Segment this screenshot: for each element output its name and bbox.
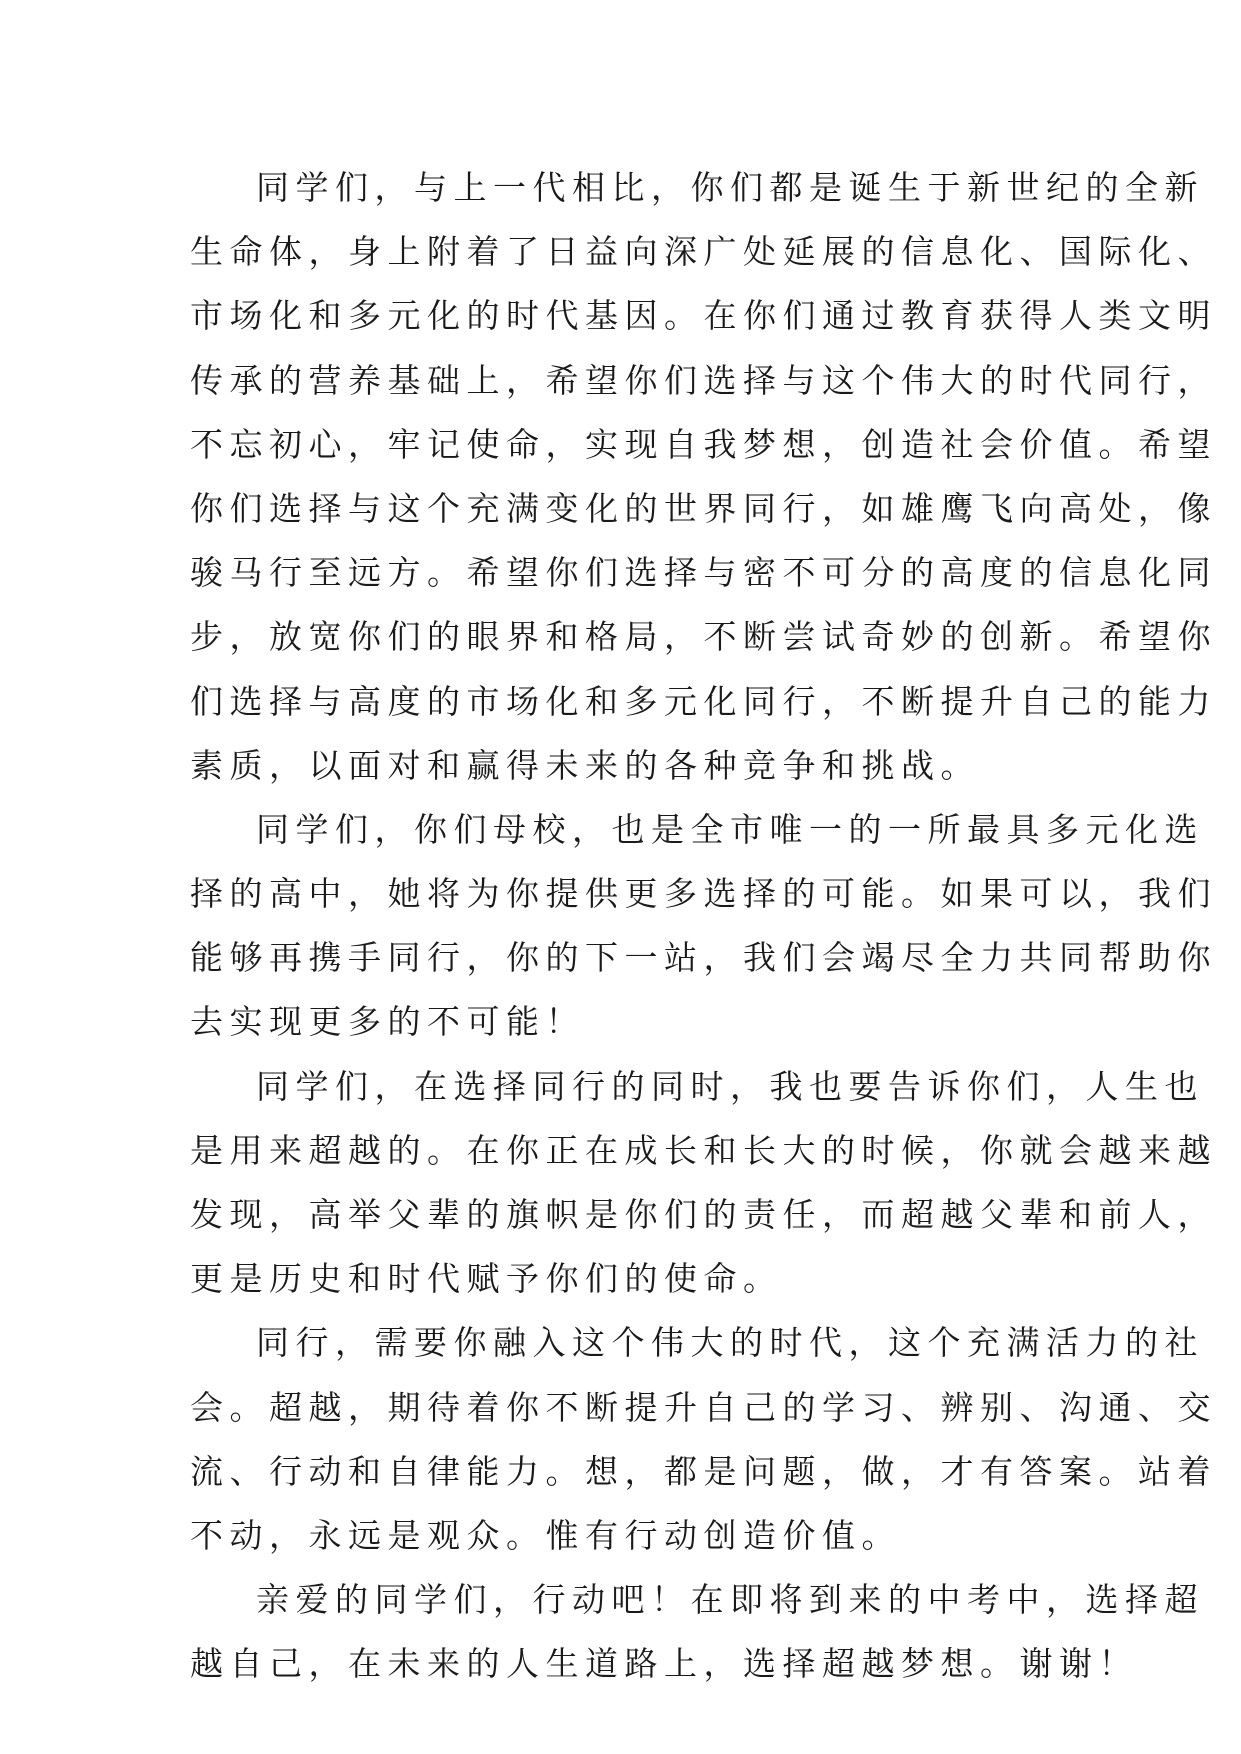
text-line: 同行，需要你融入这个伟大的时代，这个充满活力的社 [256,1323,1204,1363]
text-line: 能够再携手同行，你的下一站，我们会竭尽全力共同帮助你 [190,938,1217,978]
text-line: 择的高中，她将为你提供更多选择的可能。如果可以，我们 [190,874,1217,914]
text-line: 生命体，身上附着了日益向深广处延展的信息化、国际化、 [190,232,1217,272]
text-line: 发现，高举父辈的旗帜是你们的责任，而超越父辈和前人， [190,1195,1217,1234]
text-line: 不忘初心，牢记使命，实现自我梦想，创造社会价值。希望 [190,424,1217,464]
text-line: 去实现更多的不可能！ [190,1002,585,1042]
text-line: 不动，永远是观众。惟有行动创造价值。 [190,1515,901,1555]
text-line: 同学们，与上一代相比，你们都是诞生于新世纪的全新 [256,168,1204,207]
text-line: 你们选择与这个充满变化的世界同行，如雄鹰飞向高处，像 [190,488,1217,528]
text-line: 素质，以面对和赢得未来的各种竞争和挑战。 [190,745,980,785]
text-line: 更是历史和时代赋予你们的使命。 [190,1259,783,1299]
text-line: 越自己，在未来的人生道路上，选择超越梦想。谢谢！ [190,1644,1138,1684]
text-line: 骏马行至远方。希望你们选择与密不可分的高度的信息化同 [190,553,1217,593]
text-line: 同学们，你们母校，也是全市唯一的一所最具多元化选 [256,809,1204,849]
document-body [190,156,1217,1697]
text-line: 市场化和多元化的时代基因。在你们通过教育获得人类文明 [190,296,1217,336]
text-line: 传承的营养基础上，希望你们选择与这个伟大的时代同行， [190,360,1217,400]
text-line: 会。超越，期待着你不断提升自己的学习、辨别、沟通、交 [190,1387,1217,1427]
text-line: 们选择与高度的市场化和多元化同行，不断提升自己的能力 [190,681,1217,721]
text-line: 亲爱的同学们，行动吧！在即将到来的中考中，选择超 [256,1580,1204,1620]
text-line: 流、行动和自律能力。想，都是问题，做，才有答案。站着 [190,1451,1217,1491]
text-line: 步，放宽你们的眼界和格局，不断尝试奇妙的创新。希望你 [190,617,1217,657]
text-line: 是用来超越的。在你正在成长和长大的时候，你就会越来越 [190,1130,1217,1170]
text-line: 同学们，在选择同行的同时，我也要告诉你们，人生也 [256,1066,1204,1106]
